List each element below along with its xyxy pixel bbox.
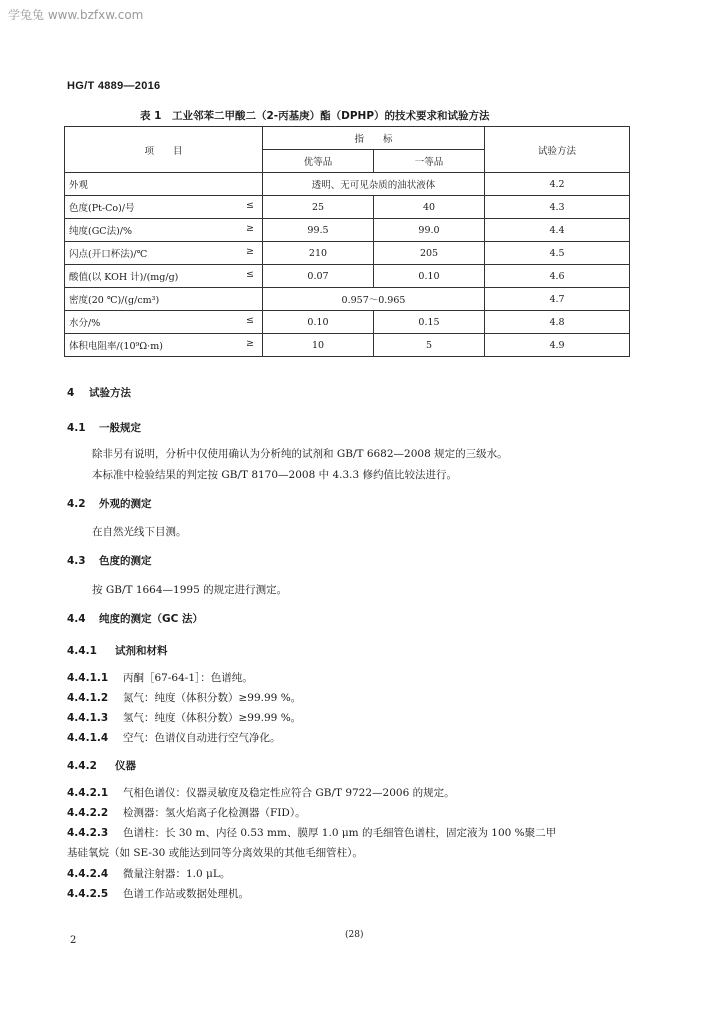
row-method: 4.3: [485, 196, 630, 219]
list-item: 4.4.1.3 氢气：纯度（体积分数）≥99.99 %。: [67, 712, 302, 724]
row-merged-value: 透明、无可见杂质的油状液体: [263, 173, 485, 196]
row-method: 4.5: [485, 242, 630, 265]
row-superior: 0.07: [263, 265, 374, 288]
row-item: 水分/% ≤: [65, 311, 263, 334]
row-method: 4.6: [485, 265, 630, 288]
list-item: 4.4.2.4 微量注射器：1.0 μL。: [67, 868, 231, 880]
watermark: 学兔兔 www.bzfxw.com: [8, 8, 144, 22]
paragraph: 在自然光线下目测。: [92, 526, 187, 538]
header-superior: 优等品: [263, 150, 374, 173]
row-item: 色度(Pt-Co)/号 ≤: [65, 196, 263, 219]
table-row: [65, 196, 630, 219]
row-first: 99.0: [374, 219, 485, 242]
list-item: 4.4.1.1 丙酮［67-64-1］：色谱纯。: [67, 672, 253, 684]
header-first: 一等品: [374, 150, 485, 173]
list-item: 4.4.1.4 空气：色谱仪自动进行空气净化。: [67, 732, 281, 744]
row-item: 密度(20 ℃)/(g/cm³): [65, 288, 263, 311]
list-item: 4.4.1.2 氮气：纯度（体积分数）≥99.99 %。: [67, 692, 302, 704]
list-item-continuation: 基硅氧烷（如 SE-30 或能达到同等分离效果的其他毛细管柱）。: [67, 847, 363, 859]
row-item: 体积电阻率/(10⁹Ω·m) ≥: [65, 334, 263, 357]
row-superior: 10: [263, 334, 374, 357]
header-item: 项 目: [65, 127, 263, 173]
row-method: 4.4: [485, 219, 630, 242]
table-row: [65, 242, 630, 265]
header-index: 指 标: [263, 127, 485, 150]
paragraph: 本标准中检验结果的判定按 GB/T 8170—2008 中 4.3.3 修约值比较法进行。: [92, 469, 457, 481]
row-superior: 99.5: [263, 219, 374, 242]
page-number: 2: [70, 935, 77, 946]
section-4-4-heading: 4.4 纯度的测定（GC 法）: [67, 613, 203, 625]
section-4-4-1-heading: 4.4.1 试剂和材料: [67, 645, 168, 657]
row-first: 5: [374, 334, 485, 357]
page-sequence: (28): [345, 930, 364, 940]
section-4-3-heading: 4.3 色度的测定: [67, 555, 152, 567]
row-superior: 0.10: [263, 311, 374, 334]
list-item: 4.4.2.3 色谱柱：长 30 m、内径 0.53 mm、膜厚 1.0 μm 的毛细管色谱柱，固定液为 100 %聚二甲: [67, 827, 557, 839]
table-row: [65, 173, 630, 196]
row-first: 205: [374, 242, 485, 265]
row-first: 0.15: [374, 311, 485, 334]
header-method: 试验方法: [485, 127, 630, 173]
row-method: 4.8: [485, 311, 630, 334]
table-caption: 表 1 工业邻苯二甲酸二（2-丙基庚）酯（DPHP）的技术要求和试验方法: [140, 110, 490, 122]
row-merged-value: 0.957～0.965: [263, 288, 485, 311]
list-item: 4.4.2.2 检测器：氢火焰离子化检测器（FID）。: [67, 807, 306, 819]
section-4-heading: 4 试验方法: [67, 387, 131, 399]
row-superior: 210: [263, 242, 374, 265]
list-item: 4.4.2.5 色谱工作站或数据处理机。: [67, 888, 249, 900]
table-row: [65, 219, 630, 242]
table-row: [65, 288, 630, 311]
row-first: 0.10: [374, 265, 485, 288]
table-row: [65, 311, 630, 334]
row-method: 4.7: [485, 288, 630, 311]
section-4-1-heading: 4.1 一般规定: [67, 422, 141, 434]
section-4-2-heading: 4.2 外观的测定: [67, 498, 152, 510]
list-item: 4.4.2.1 气相色谱仪：仪器灵敏度及稳定性应符合 GB/T 9722—2006 的规定。: [67, 787, 455, 799]
section-4-4-2-heading: 4.4.2 仪器: [67, 760, 136, 772]
row-method: 4.9: [485, 334, 630, 357]
row-item: 纯度(GC法)/% ≥: [65, 219, 263, 242]
paragraph: 按 GB/T 1664—1995 的规定进行测定。: [92, 584, 288, 596]
row-superior: 25: [263, 196, 374, 219]
standard-code: HG/T 4889—2016: [67, 80, 161, 92]
row-item: 外观: [65, 173, 263, 196]
row-method: 4.2: [485, 173, 630, 196]
row-item: 闪点(开口杯法)/℃ ≥: [65, 242, 263, 265]
table-row: [65, 265, 630, 288]
row-item: 酸值(以 KOH 计)/(mg/g) ≤: [65, 265, 263, 288]
spec-table: [64, 126, 630, 357]
row-first: 40: [374, 196, 485, 219]
paragraph: 除非另有说明，分析中仅使用确认为分析纯的试剂和 GB/T 6682—2008 规定的三级水。: [92, 448, 508, 460]
table-row: [65, 334, 630, 357]
